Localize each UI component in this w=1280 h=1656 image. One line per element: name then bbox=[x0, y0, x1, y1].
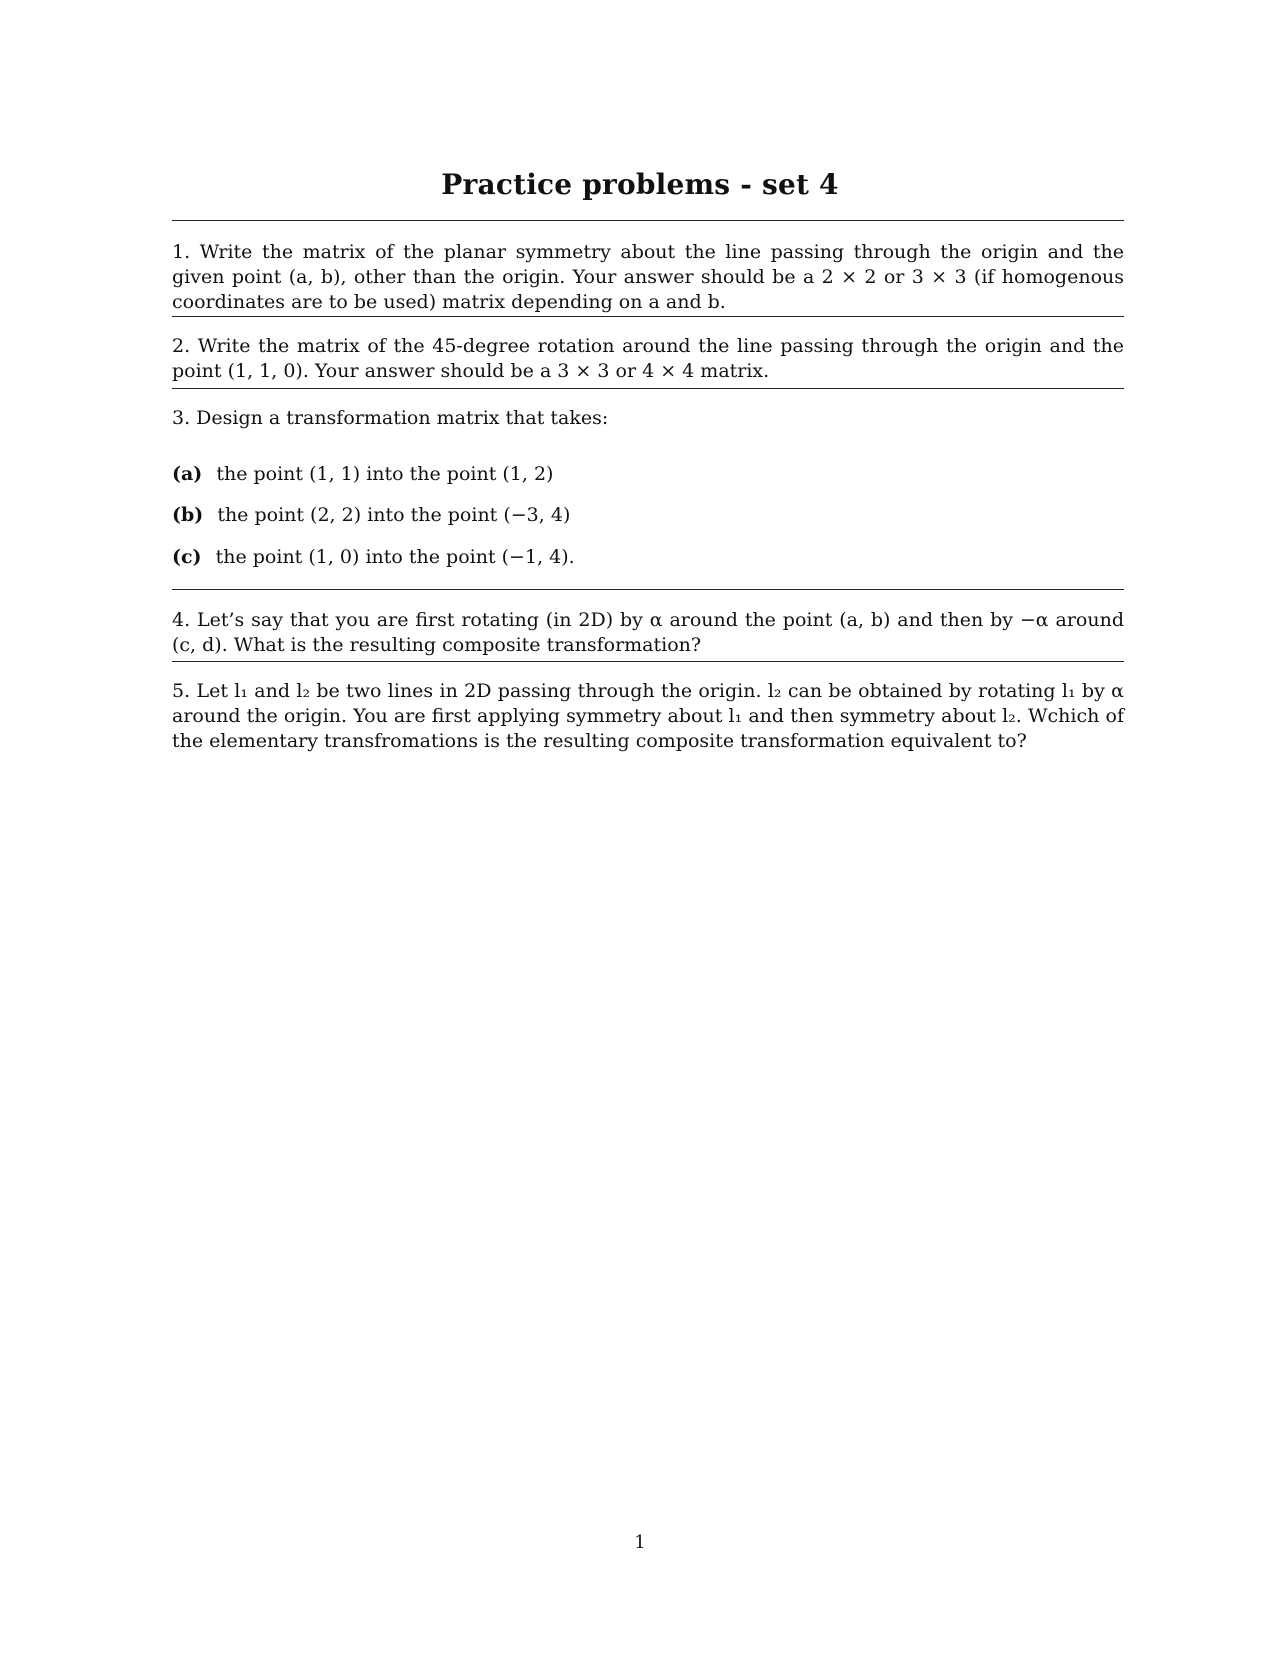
problem-2: 2. Write the matrix of the 45-degree rotation around the line passing through the origin and the point (1, 1, 0). Your answer should be a 3 × 3 or 4 × 4 matrix. bbox=[172, 335, 1124, 382]
problem-3-item-a bbox=[172, 462, 553, 487]
problem-3-item-c bbox=[172, 545, 575, 570]
item-text: the point (1, 1) into the point (1, 2) bbox=[216, 463, 554, 485]
divider bbox=[172, 661, 1124, 662]
divider bbox=[172, 388, 1124, 389]
problem-5: 5. Let l₁ and l₂ be two lines in 2D passing through the origin. l₂ can be obtained by rotating l₁ by α around the origin. You are first applying symmetry about l₁ and then symmetry about l₂. Wchich of the elementary transfromations is the resulting composite transformation equivalent to? bbox=[172, 680, 1124, 752]
divider bbox=[172, 220, 1124, 221]
problem-3-intro: 3. Design a transformation matrix that takes: bbox=[172, 407, 609, 429]
divider bbox=[172, 316, 1124, 317]
page-number: 1 bbox=[634, 1532, 646, 1553]
item-label: (c) bbox=[172, 546, 202, 568]
item-label: (b) bbox=[172, 504, 204, 526]
divider bbox=[172, 589, 1124, 590]
item-text: the point (1, 0) into the point (−1, 4). bbox=[215, 546, 575, 568]
problem-1: 1. Write the matrix of the planar symmetry about the line passing through the origin and the given point (a, b), other than the origin. Your answer should be a 2 × 2 or 3 × 3 (if homogenous coordinates are to be used) matrix depending on a and b. bbox=[172, 241, 1124, 313]
problem-3-item-b bbox=[172, 503, 570, 528]
page-title: Practice problems - set 4 bbox=[441, 168, 839, 201]
problem-4: 4. Let’s say that you are first rotating (in 2D) by α around the point (a, b) and then by −α around (c, d). What is the resulting composite transformation? bbox=[172, 609, 1124, 656]
item-label: (a) bbox=[172, 463, 203, 485]
item-text: the point (2, 2) into the point (−3, 4) bbox=[217, 504, 571, 526]
